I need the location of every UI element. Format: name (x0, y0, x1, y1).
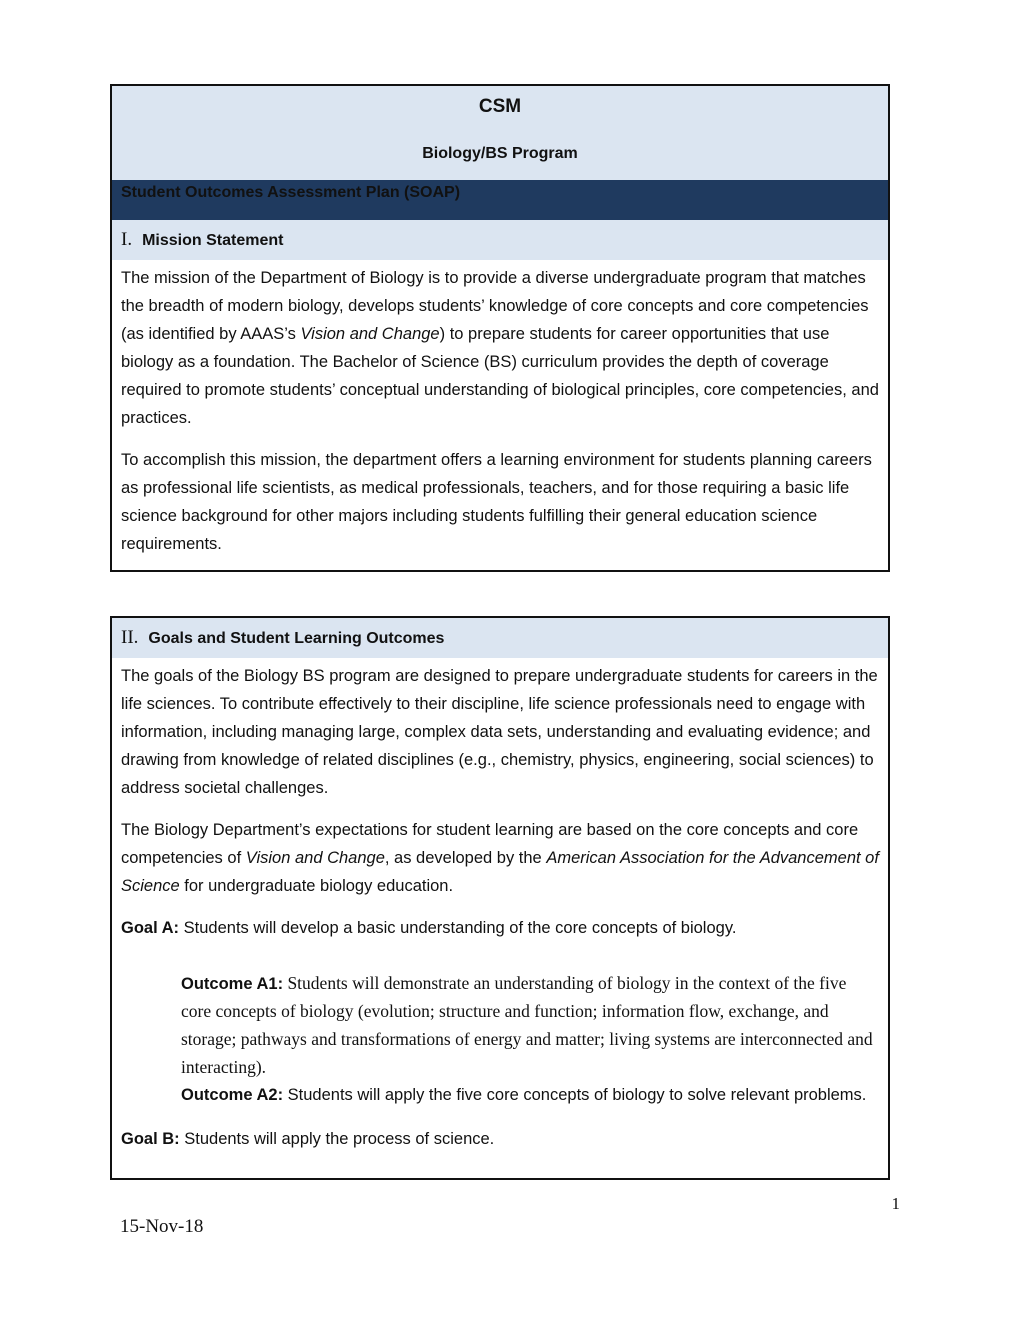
goals-paragraph-2: The Biology Department’s expectations for student learning are based on the core concepts and core competencies of Vision and Change, as developed by the American Association for the Advancement of Science for undergraduate biology education. (121, 821, 879, 895)
plan-title: Student Outcomes Assessment Plan (SOAP) (112, 180, 888, 220)
goal-b: Goal B: Students will apply the process of science. (121, 1130, 495, 1148)
section-heading-mission (112, 220, 888, 260)
mission-box (110, 84, 890, 572)
mission-paragraph-1: The mission of the Department of Biology is to provide a diverse undergraduate program that matches the breadth of modern biology, develops students’ knowledge of core concepts and core competencies (as identified by AAAS’s Vision and Change) to prepare students for career opportunities that use biology as a foundation. The Bachelor of Science (BS) curriculum provides the depth of coverage required to promote students’ conceptual understanding of biological principles, core competencies, and practices. (121, 269, 879, 427)
college-title: CSM (478, 96, 522, 117)
header-band (112, 86, 888, 180)
mission-paragraph-2: To accomplish this mission, the department offers a learning environment for students planning careers as professional life scientists, as medical professionals, teachers, and for those requiring a basic life science background for other majors including students fulfilling their general education science requirements. (121, 451, 872, 553)
section-title: Mission Statement (142, 232, 284, 249)
section-title: Goals and Student Learning Outcomes (148, 630, 445, 647)
section-numeral: I. (121, 229, 133, 250)
page-number: 1 (891, 1194, 900, 1213)
footer-date: 15-Nov-18 (120, 1216, 204, 1237)
goals-paragraph-1: The goals of the Biology BS program are designed to prepare undergraduate students for careers in the life sciences. To contribute effectively to their discipline, life science professionals need to engage with information, including managing large, complex data sets, understanding and evaluating evidence; and drawing from knowledge of related disciplines (e.g., chemistry, physics, engineering, social sciences) to address societal challenges. (121, 667, 878, 797)
outcome-a2: Outcome A2: Students will apply the five core concepts of biology to solve relevant problems. (181, 1086, 867, 1104)
section-numeral: II. (121, 627, 139, 648)
goal-a: Goal A: Students will develop a basic understanding of the core concepts of biology. (121, 919, 737, 937)
program-title: Biology/BS Program (422, 145, 578, 162)
outcome-a1: Outcome A1: Students will demonstrate an understanding of biology in the context of the five core concepts of biology (evolution; structure and function; information flow, exchange, and storage; pathways and transformations of energy and matter; living systems are interconnected and interacting). (181, 973, 873, 1077)
section-heading-goals (112, 618, 888, 658)
goals-box (110, 616, 890, 1180)
